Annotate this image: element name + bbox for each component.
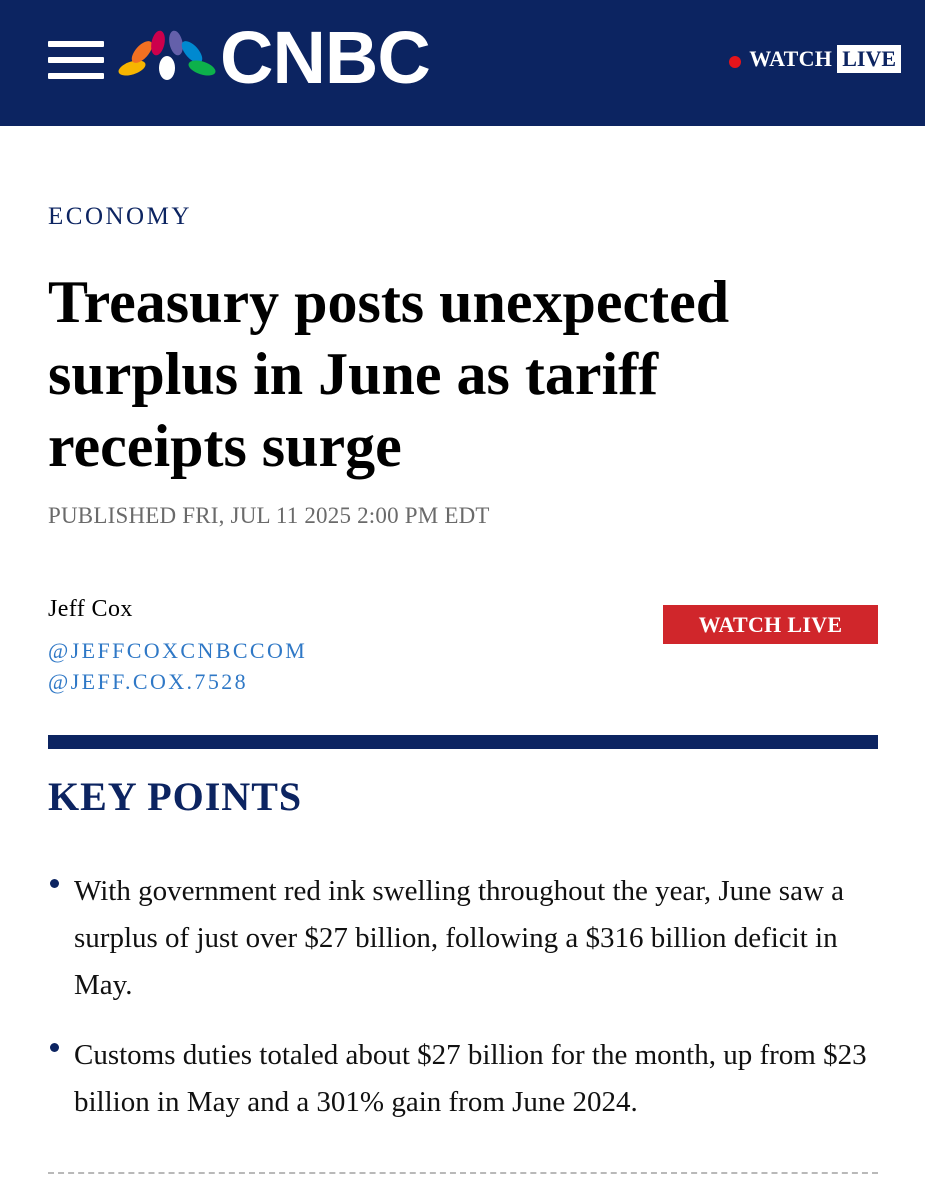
key-points-list [48,868,878,1149]
live-dot-icon [729,56,741,68]
key-point-text: With government red ink swelling throughout the year, June saw a surplus of just over $27 billion, following a $316 billion deficit in May. [74,875,845,1001]
peacock-logo-icon [118,28,216,88]
menu-line [48,41,104,47]
top-navigation-bar [0,0,925,126]
author-twitter-link[interactable]: @JEFFCOXCNBCCOM [48,638,308,663]
watch-live-button[interactable]: WATCH LIVE [663,605,878,644]
category-link[interactable]: ECONOMY [48,203,192,230]
key-point-item [48,868,878,1009]
logo-text: CNBC [220,16,430,99]
watch-label: WATCH [749,46,833,71]
section-divider [48,735,878,749]
menu-line [48,57,104,63]
dashed-divider [48,1172,878,1174]
hamburger-menu-icon[interactable] [48,41,104,79]
published-timestamp: PUBLISHED FRI, JUL 11 2025 2:00 PM EDT [48,503,490,528]
bullet-icon [50,1043,59,1052]
bullet-icon [50,879,59,888]
key-points-title: KEY POINTS [48,774,303,819]
author-facebook-link[interactable]: @JEFF.COX.7528 [48,669,249,694]
live-badge: LIVE [837,45,901,73]
watch-live-header-link[interactable] [729,44,901,74]
article-headline: Treasury posts unexpected surplus in June as tariff receipts surge [48,269,730,479]
menu-line [48,73,104,79]
cnbc-logo-link[interactable] [118,16,430,99]
key-point-item [48,1032,878,1126]
author-name-link[interactable]: Jeff Cox [48,596,133,622]
key-point-text: Customs duties totaled about $27 billion for the month, up from $23 billion in May and a 301% gain from June 2024. [74,1039,867,1118]
